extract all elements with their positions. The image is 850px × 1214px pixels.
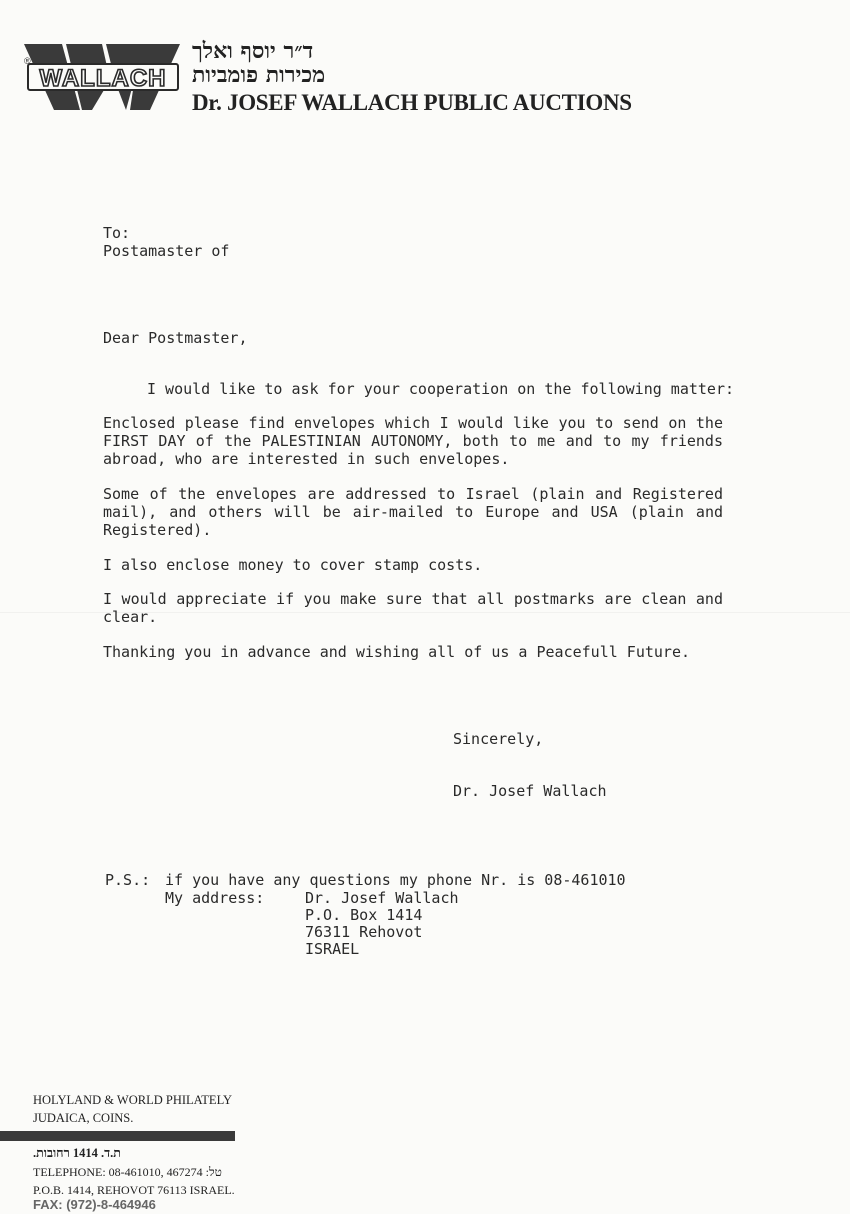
signature-name: Dr. Josef Wallach — [453, 782, 607, 800]
to-value: Postamaster of — [103, 242, 230, 260]
footer-pob: P.O.B. 1414, REHOVOT 76113 ISRAEL. — [33, 1183, 235, 1197]
address-label: My address: — [165, 889, 265, 907]
hebrew-name: ד״ר יוסף ואלך — [192, 38, 314, 64]
registered-mark: ® — [24, 56, 31, 66]
body-paragraph-4: I would appreciate if you make sure that all postmarks are clean and clear. — [103, 590, 723, 626]
ps-label: P.S.: — [105, 871, 151, 889]
footer-fax: FAX: (972)-8-464946 — [33, 1197, 156, 1212]
footer-hebrew-pob: ת.ד. 1414 רחובות. — [33, 1146, 121, 1160]
to-label: To: — [103, 224, 131, 242]
footer-divider-bar — [0, 1131, 235, 1141]
company-name: Dr. JOSEF WALLACH PUBLIC AUCTIONS — [192, 90, 632, 115]
ps-text: if you have any questions my phone Nr. is 08-461010 — [165, 871, 626, 889]
body-paragraph-1: Enclosed please find envelopes which I would like you to send on the FIRST DAY of the PALESTINIAN AUTONOMY, both to me and to my friends abroad, who are interested in such envelopes. — [103, 414, 723, 468]
address-line: P.O. Box 1414 — [305, 906, 423, 924]
body-paragraph-3: I also enclose money to cover stamp costs. — [103, 556, 483, 574]
address-line: ISRAEL — [305, 940, 360, 958]
body-paragraph-5: Thanking you in advance and wishing all of us a Peacefull Future. — [103, 643, 690, 661]
address-line: Dr. Josef Wallach — [305, 889, 459, 907]
body-paragraph-2: Some of the envelopes are addressed to Israel (plain and Registered mail), and others will be air-mailed to Europe and USA (plain and Registered). — [103, 485, 723, 539]
closing-sincerely: Sincerely, — [453, 730, 544, 748]
logo-text: WALLACH — [39, 65, 167, 92]
salutation: Dear Postmaster, — [103, 329, 248, 347]
hebrew-subtitle: מכירות פומביות — [192, 62, 326, 88]
wallach-logo — [22, 44, 182, 110]
body-intro: I would like to ask for your cooperation on the following matter: — [147, 380, 734, 398]
address-line: 76311 Rehovot — [305, 923, 423, 941]
footer-line-1: HOLYLAND & WORLD PHILATELY — [33, 1093, 232, 1107]
footer-line-2: JUDAICA, COINS. — [33, 1111, 134, 1125]
footer-telephone: TELEPHONE: 08-461010, 467274 :טל — [33, 1165, 222, 1179]
